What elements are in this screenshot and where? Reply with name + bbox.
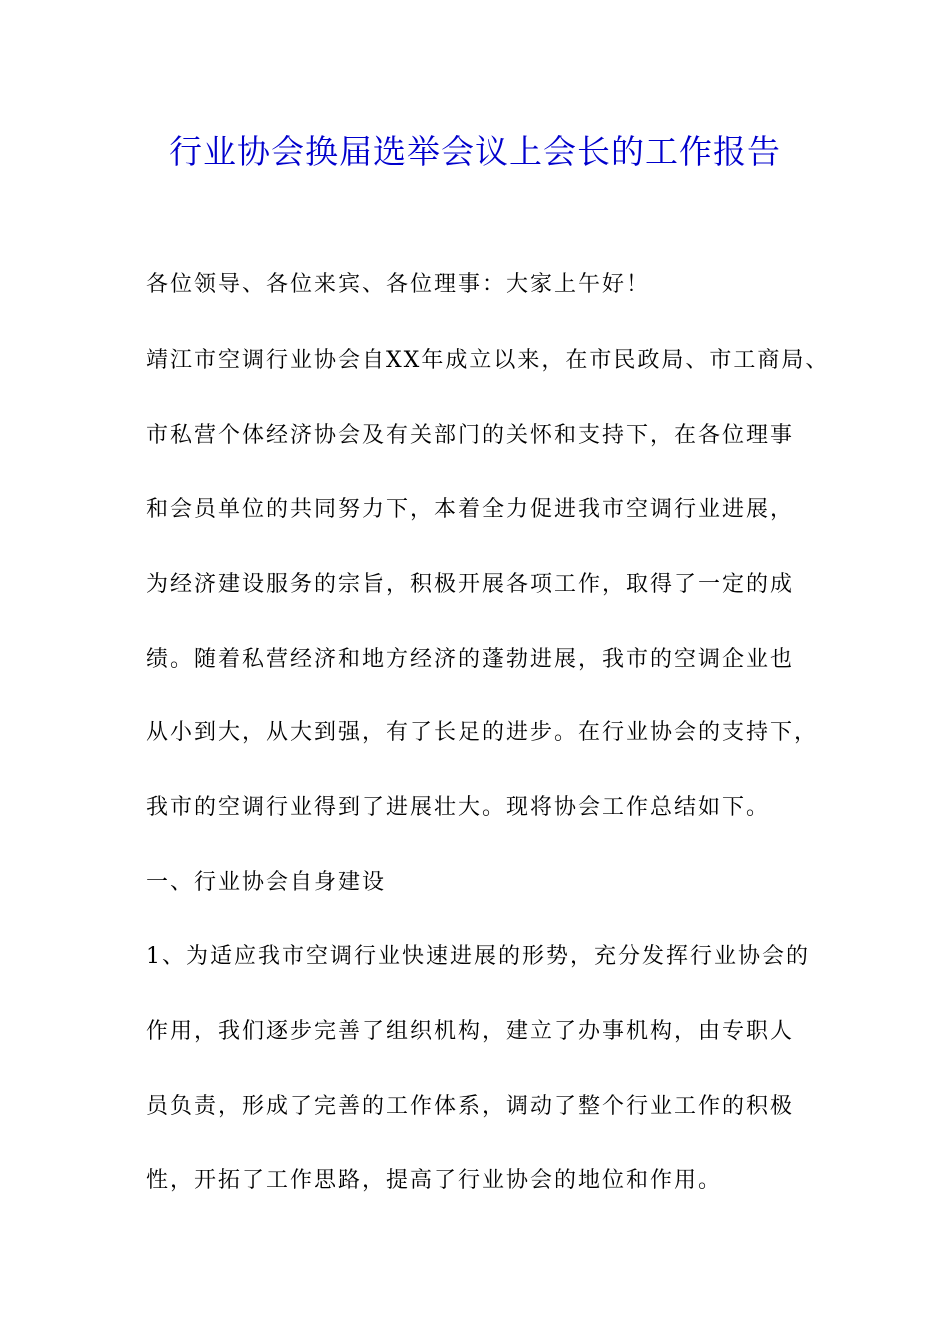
salutation-line: 各位领导、各位来宾、各位理事：大家上午好！ — [146, 272, 651, 297]
paragraph-line: 我市的空调行业得到了进展壮大。现将协会工作总结如下。 — [146, 795, 771, 820]
paragraph-line: 和会员单位的共同努力下，本着全力促进我市空调行业进展， — [146, 497, 795, 522]
paragraph-line: 绩。随着私营经济和地方经济的蓬勃进展，我市的空调企业也 — [146, 647, 795, 672]
paragraph-line: 1、为适应我市空调行业快速进展的形势，充分发挥行业协会的 — [146, 944, 810, 969]
paragraph-line: 员负责，形成了完善的工作体系，调动了整个行业工作的积极 — [146, 1094, 795, 1119]
paragraph-line: 靖江市空调行业协会自XX年成立以来，在市民政局、市工商局、 — [146, 348, 830, 373]
paragraph-line: 为经济建设服务的宗旨，积极开展各项工作，取得了一定的成 — [146, 572, 795, 597]
paragraph-line: 性，开拓了工作思路，提高了行业协会的地位和作用。 — [146, 1168, 723, 1193]
document-title: 行业协会换届选举会议上会长的工作报告 — [169, 132, 781, 171]
paragraph-line: 作用，我们逐步完善了组织机构，建立了办事机构，由专职人 — [146, 1019, 795, 1044]
paragraph-line: 市私营个体经济协会及有关部门的关怀和支持下，在各位理事 — [146, 423, 795, 448]
section-heading: 一、行业协会自身建设 — [146, 870, 387, 895]
paragraph-line: 从小到大，从大到强，有了长足的进步。在行业协会的支持下， — [146, 720, 819, 745]
